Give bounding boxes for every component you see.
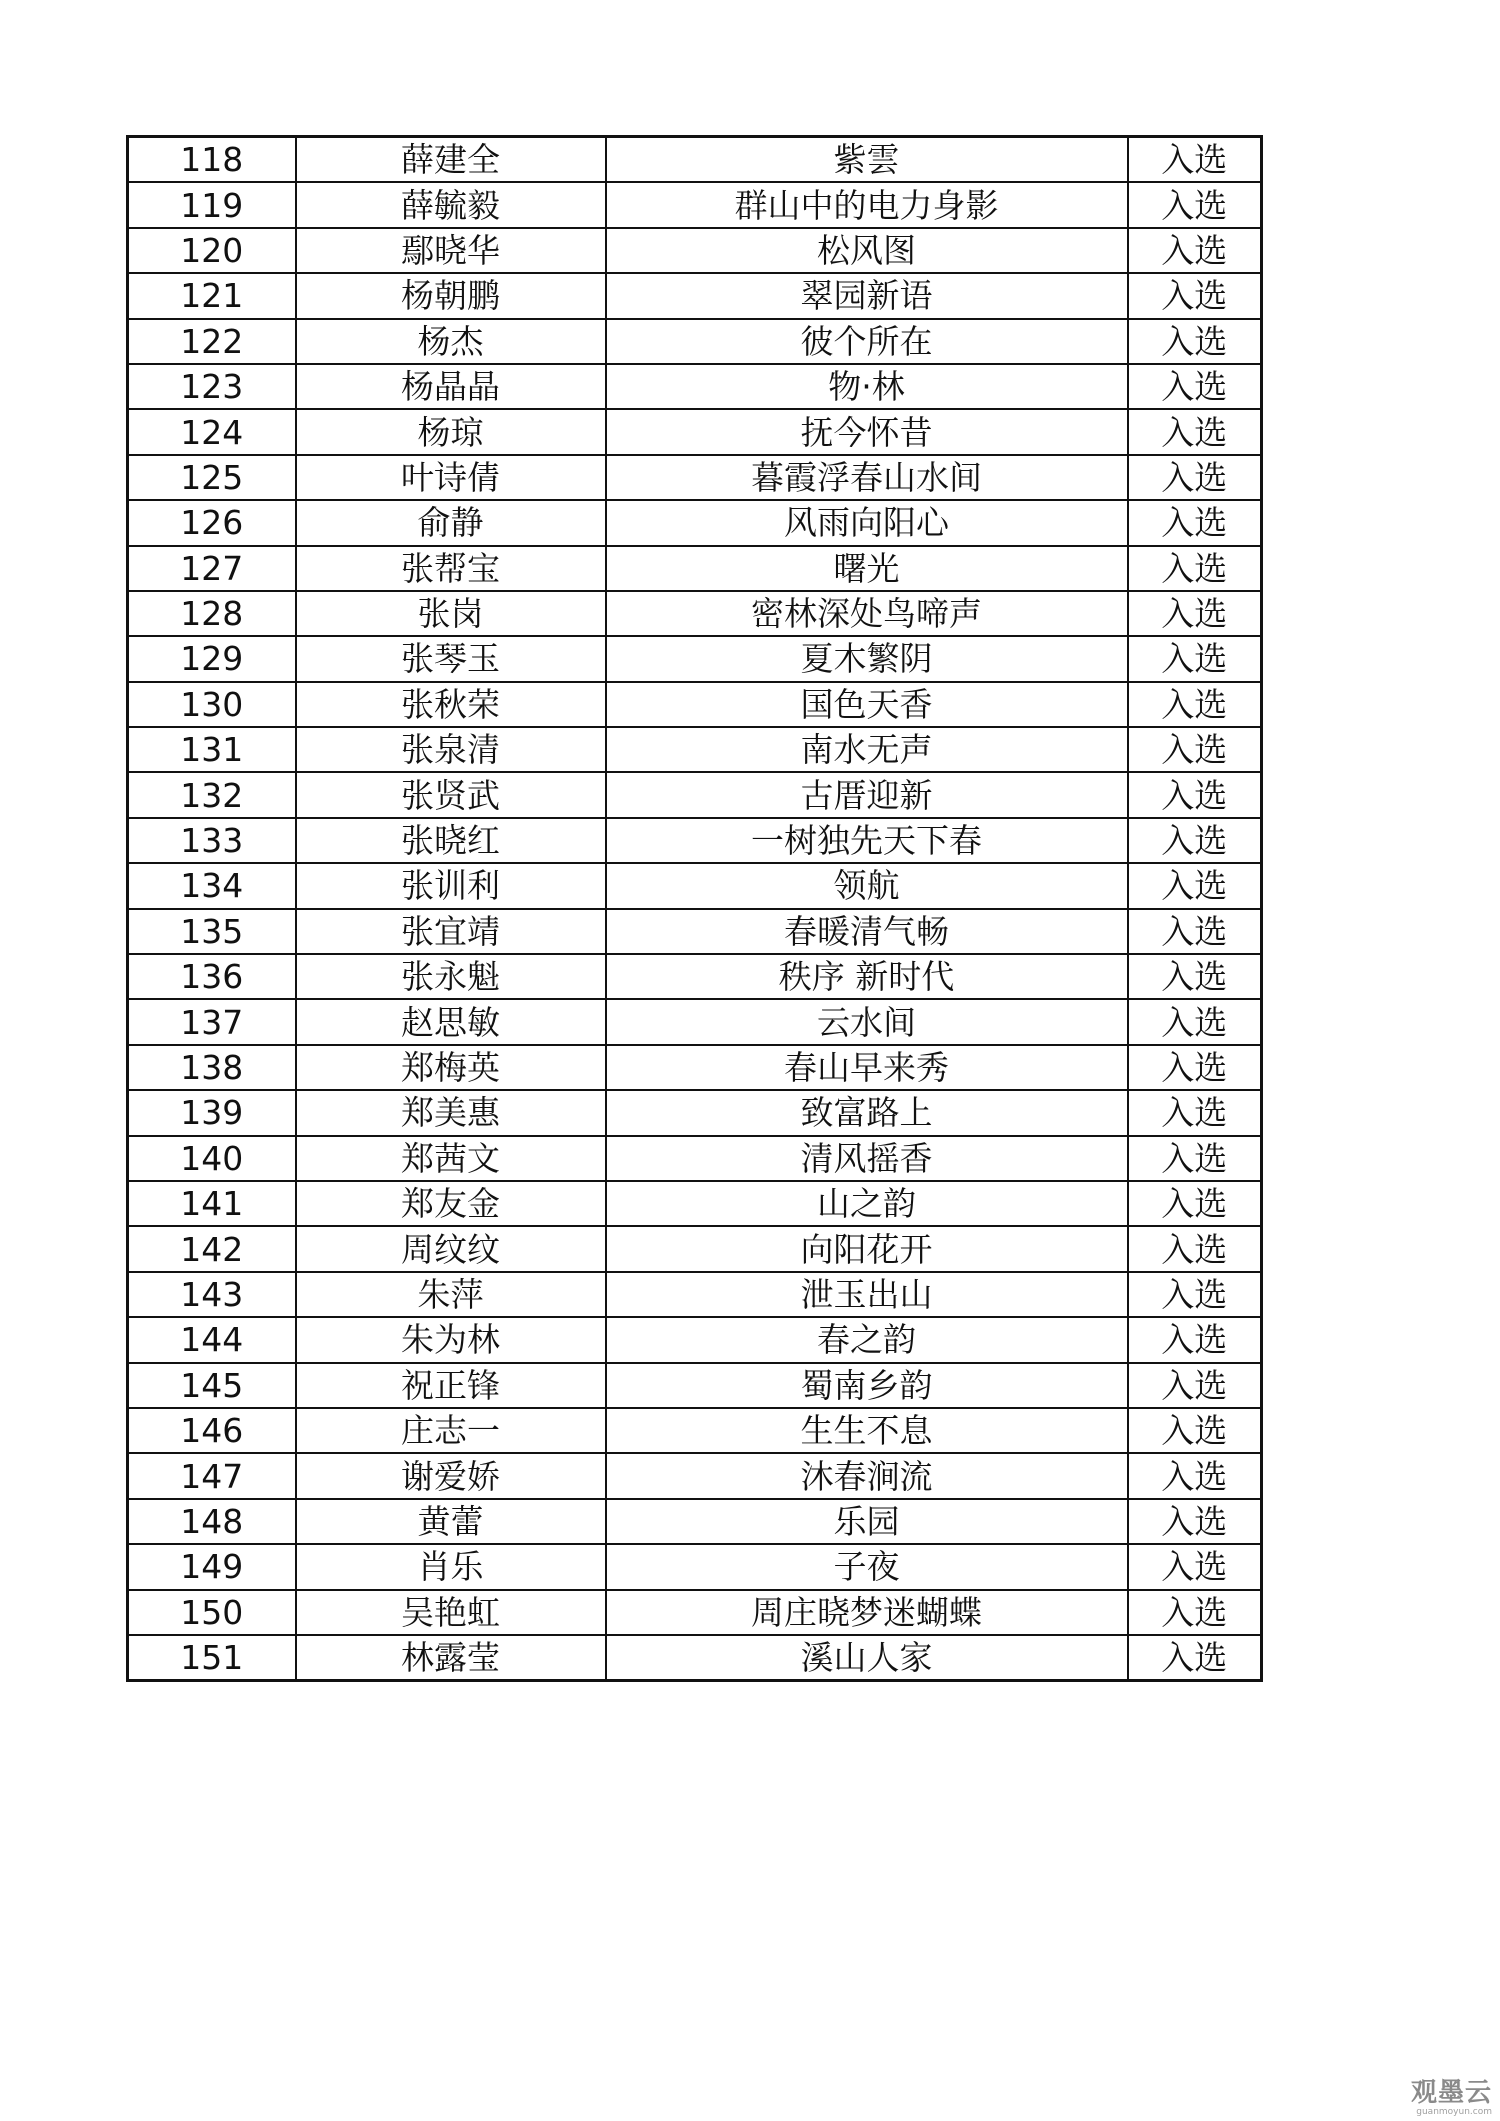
cell-author: 郑美惠	[296, 1090, 606, 1135]
table-row	[128, 546, 1262, 591]
cell-author: 张宜靖	[296, 909, 606, 954]
cell-number: 144	[128, 1317, 296, 1362]
cell-status: 入选	[1128, 137, 1262, 183]
cell-author: 郑友金	[296, 1181, 606, 1226]
cell-work-title: 春暖清气畅	[606, 909, 1128, 954]
cell-work-title: 沐春涧流	[606, 1453, 1128, 1498]
cell-status: 入选	[1128, 909, 1262, 954]
table-row	[128, 273, 1262, 318]
cell-number: 125	[128, 455, 296, 500]
table-row	[128, 772, 1262, 817]
cell-number: 130	[128, 682, 296, 727]
cell-number: 151	[128, 1635, 296, 1681]
table-body	[128, 137, 1262, 1681]
cell-status: 入选	[1128, 1635, 1262, 1681]
cell-author: 张帮宝	[296, 546, 606, 591]
cell-author: 赵思敏	[296, 999, 606, 1044]
cell-status: 入选	[1128, 1363, 1262, 1408]
cell-author: 俞静	[296, 500, 606, 545]
table-row	[128, 954, 1262, 999]
cell-status: 入选	[1128, 999, 1262, 1044]
cell-status: 入选	[1128, 409, 1262, 454]
cell-number: 150	[128, 1590, 296, 1635]
table-row	[128, 1090, 1262, 1135]
table-row	[128, 727, 1262, 772]
cell-author: 张岗	[296, 591, 606, 636]
cell-status: 入选	[1128, 1590, 1262, 1635]
cell-number: 147	[128, 1453, 296, 1498]
cell-status: 入选	[1128, 1544, 1262, 1589]
cell-author: 谢爱娇	[296, 1453, 606, 1498]
cell-number: 121	[128, 273, 296, 318]
table-row	[128, 319, 1262, 364]
cell-work-title: 蜀南乡韵	[606, 1363, 1128, 1408]
cell-work-title: 秩序 新时代	[606, 954, 1128, 999]
table-row	[128, 1317, 1262, 1362]
cell-status: 入选	[1128, 228, 1262, 273]
cell-author: 张晓红	[296, 818, 606, 863]
cell-status: 入选	[1128, 1136, 1262, 1181]
cell-author: 黄蕾	[296, 1499, 606, 1544]
cell-status: 入选	[1128, 1226, 1262, 1271]
cell-author: 薛毓毅	[296, 182, 606, 227]
table-row	[128, 137, 1262, 183]
cell-status: 入选	[1128, 1272, 1262, 1317]
cell-number: 138	[128, 1045, 296, 1090]
cell-status: 入选	[1128, 319, 1262, 364]
cell-work-title: 山之韵	[606, 1181, 1128, 1226]
table-row	[128, 409, 1262, 454]
table-row	[128, 1045, 1262, 1090]
table-row	[128, 818, 1262, 863]
cell-work-title: 暮霞浮春山水间	[606, 455, 1128, 500]
cell-status: 入选	[1128, 727, 1262, 772]
table-row	[128, 999, 1262, 1044]
cell-work-title: 周庄晓梦迷蝴蝶	[606, 1590, 1128, 1635]
cell-status: 入选	[1128, 1045, 1262, 1090]
cell-number: 133	[128, 818, 296, 863]
table-row	[128, 863, 1262, 908]
cell-number: 126	[128, 500, 296, 545]
cell-status: 入选	[1128, 636, 1262, 681]
cell-status: 入选	[1128, 1317, 1262, 1362]
cell-number: 118	[128, 137, 296, 183]
cell-number: 128	[128, 591, 296, 636]
cell-status: 入选	[1128, 364, 1262, 409]
cell-work-title: 春山早来秀	[606, 1045, 1128, 1090]
cell-number: 120	[128, 228, 296, 273]
cell-author: 杨杰	[296, 319, 606, 364]
cell-author: 张永魁	[296, 954, 606, 999]
watermark	[1411, 2080, 1492, 2117]
cell-work-title: 子夜	[606, 1544, 1128, 1589]
cell-author: 张训利	[296, 863, 606, 908]
cell-number: 131	[128, 727, 296, 772]
cell-author: 张琴玉	[296, 636, 606, 681]
cell-number: 124	[128, 409, 296, 454]
cell-author: 鄢晓华	[296, 228, 606, 273]
cell-author: 肖乐	[296, 1544, 606, 1589]
cell-number: 129	[128, 636, 296, 681]
cell-number: 142	[128, 1226, 296, 1271]
cell-number: 139	[128, 1090, 296, 1135]
cell-author: 郑梅英	[296, 1045, 606, 1090]
cell-work-title: 抚今怀昔	[606, 409, 1128, 454]
cell-status: 入选	[1128, 863, 1262, 908]
cell-number: 145	[128, 1363, 296, 1408]
cell-status: 入选	[1128, 182, 1262, 227]
cell-number: 132	[128, 772, 296, 817]
cell-number: 136	[128, 954, 296, 999]
cell-author: 朱萍	[296, 1272, 606, 1317]
cell-author: 朱为林	[296, 1317, 606, 1362]
table-row	[128, 909, 1262, 954]
table-row	[128, 364, 1262, 409]
watermark-logo-text: 观墨云	[1410, 2078, 1492, 2108]
cell-number: 148	[128, 1499, 296, 1544]
table-row	[128, 1635, 1262, 1681]
cell-author: 庄志一	[296, 1408, 606, 1453]
cell-work-title: 密林深处鸟啼声	[606, 591, 1128, 636]
cell-work-title: 一树独先天下春	[606, 818, 1128, 863]
table-row	[128, 1136, 1262, 1181]
cell-status: 入选	[1128, 682, 1262, 727]
table-row	[128, 500, 1262, 545]
cell-status: 入选	[1128, 273, 1262, 318]
cell-status: 入选	[1128, 818, 1262, 863]
cell-status: 入选	[1128, 1453, 1262, 1498]
table-row	[128, 591, 1262, 636]
cell-status: 入选	[1128, 954, 1262, 999]
table-row	[128, 636, 1262, 681]
cell-number: 127	[128, 546, 296, 591]
cell-author: 杨朝鹏	[296, 273, 606, 318]
cell-author: 叶诗倩	[296, 455, 606, 500]
cell-status: 入选	[1128, 1499, 1262, 1544]
cell-number: 134	[128, 863, 296, 908]
cell-work-title: 生生不息	[606, 1408, 1128, 1453]
cell-number: 140	[128, 1136, 296, 1181]
cell-number: 135	[128, 909, 296, 954]
cell-status: 入选	[1128, 1181, 1262, 1226]
cell-work-title: 风雨向阳心	[606, 500, 1128, 545]
cell-work-title: 夏木繁阴	[606, 636, 1128, 681]
cell-number: 137	[128, 999, 296, 1044]
table-row	[128, 1499, 1262, 1544]
cell-work-title: 古厝迎新	[606, 772, 1128, 817]
cell-number: 143	[128, 1272, 296, 1317]
cell-author: 张贤武	[296, 772, 606, 817]
selection-list-table	[126, 135, 1263, 1682]
cell-number: 141	[128, 1181, 296, 1226]
cell-status: 入选	[1128, 591, 1262, 636]
cell-status: 入选	[1128, 455, 1262, 500]
cell-author: 薛建全	[296, 137, 606, 183]
cell-work-title: 领航	[606, 863, 1128, 908]
cell-number: 149	[128, 1544, 296, 1589]
cell-number: 119	[128, 182, 296, 227]
table-row	[128, 455, 1262, 500]
cell-work-title: 物·林	[606, 364, 1128, 409]
cell-work-title: 泄玉出山	[606, 1272, 1128, 1317]
cell-work-title: 向阳花开	[606, 1226, 1128, 1271]
table-row	[128, 1226, 1262, 1271]
cell-work-title: 松风图	[606, 228, 1128, 273]
cell-work-title: 溪山人家	[606, 1635, 1128, 1681]
table-row	[128, 1408, 1262, 1453]
cell-author: 张秋荣	[296, 682, 606, 727]
cell-author: 祝正锋	[296, 1363, 606, 1408]
cell-number: 146	[128, 1408, 296, 1453]
table-row	[128, 1453, 1262, 1498]
cell-number: 122	[128, 319, 296, 364]
cell-work-title: 群山中的电力身影	[606, 182, 1128, 227]
cell-author: 郑茜文	[296, 1136, 606, 1181]
cell-work-title: 春之韵	[606, 1317, 1128, 1362]
cell-work-title: 彼个所在	[606, 319, 1128, 364]
table-row	[128, 228, 1262, 273]
table-row	[128, 1544, 1262, 1589]
cell-author: 吴艳虹	[296, 1590, 606, 1635]
cell-author: 林露莹	[296, 1635, 606, 1681]
table-row	[128, 1363, 1262, 1408]
cell-work-title: 乐园	[606, 1499, 1128, 1544]
cell-author: 杨晶晶	[296, 364, 606, 409]
cell-work-title: 翠园新语	[606, 273, 1128, 318]
cell-status: 入选	[1128, 1090, 1262, 1135]
cell-status: 入选	[1128, 500, 1262, 545]
cell-author: 杨琼	[296, 409, 606, 454]
cell-work-title: 致富路上	[606, 1090, 1128, 1135]
cell-work-title: 云水间	[606, 999, 1128, 1044]
cell-work-title: 紫雲	[606, 137, 1128, 183]
cell-status: 入选	[1128, 772, 1262, 817]
table-row	[128, 182, 1262, 227]
cell-work-title: 南水无声	[606, 727, 1128, 772]
cell-author: 张泉清	[296, 727, 606, 772]
cell-number: 123	[128, 364, 296, 409]
watermark-url: guanmoyun.com	[1416, 2107, 1492, 2117]
cell-work-title: 国色天香	[606, 682, 1128, 727]
cell-author: 周纹纹	[296, 1226, 606, 1271]
cell-work-title: 清风摇香	[606, 1136, 1128, 1181]
cell-status: 入选	[1128, 546, 1262, 591]
table-row	[128, 682, 1262, 727]
table-row	[128, 1590, 1262, 1635]
table-row	[128, 1272, 1262, 1317]
cell-status: 入选	[1128, 1408, 1262, 1453]
table-row	[128, 1181, 1262, 1226]
cell-work-title: 曙光	[606, 546, 1128, 591]
